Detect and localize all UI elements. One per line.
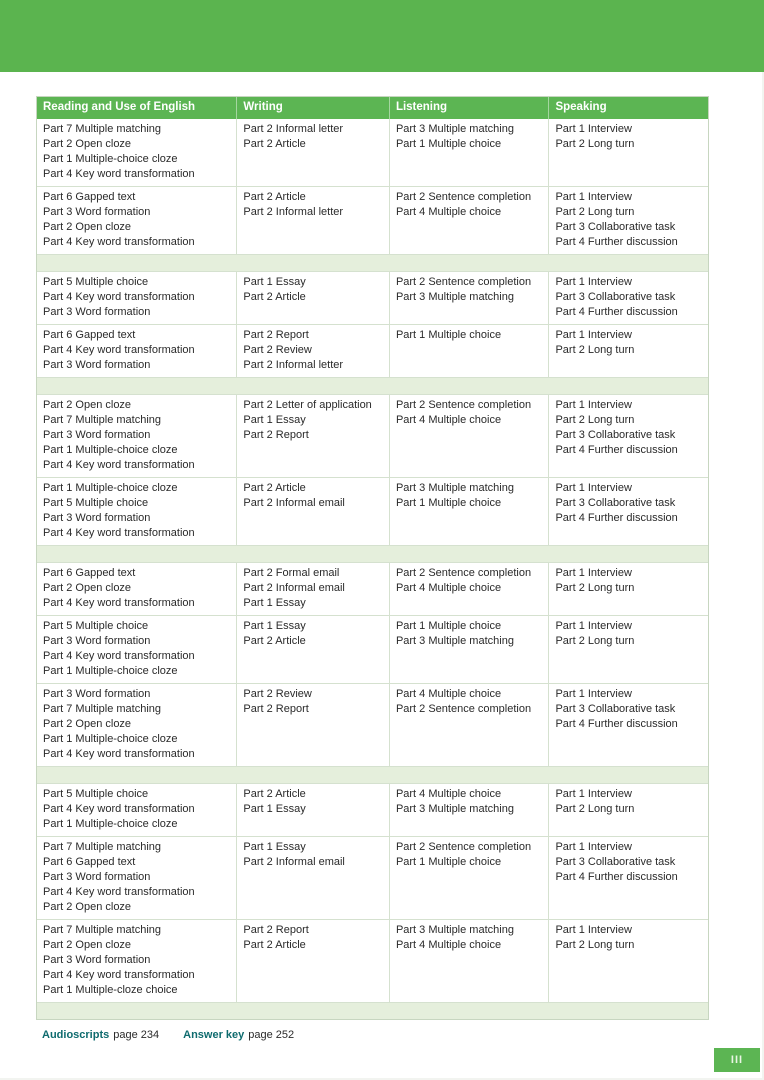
task-item: Part 3 Collaborative task [555,703,676,715]
task-item: Part 5 Multiple choice [43,788,149,800]
task-item: Part 2 Open cloze [43,221,132,233]
task-item: Part 6 Gapped text [43,329,136,341]
task-cell [37,272,237,324]
task-cell [237,119,390,186]
task-item: Part 1 Interview [555,399,632,411]
audioscripts-label: Audioscripts [42,1029,110,1041]
task-item: Part 4 Multiple choice [395,688,502,700]
task-item: Part 2 Long turn [555,803,635,815]
task-item: Part 4 Further discussion [555,236,678,248]
task-item: Part 4 Multiple choice [395,788,502,800]
top-banner [0,0,764,72]
task-cell [237,920,390,1002]
task-item: Part 2 Report [243,329,309,341]
task-cell [37,187,237,254]
task-item: Part 1 Interview [555,788,632,800]
test-row [37,186,708,254]
task-item: Part 5 Multiple choice [43,497,149,509]
task-item: Part 4 Further discussion [555,512,678,524]
task-item: Part 1 Essay [243,803,306,815]
task-cell [549,187,708,254]
test-row [37,562,708,615]
task-item: Part 1 Essay [243,620,306,632]
task-item: Part 3 Collaborative task [555,291,676,303]
task-item: Part 1 Multiple-choice cloze [43,818,178,830]
task-item: Part 3 Word formation [43,635,151,647]
task-item: Part 4 Key word transformation [43,236,195,248]
task-cell [390,478,550,545]
task-item: Part 4 Key word transformation [43,344,195,356]
task-item: Part 4 Multiple choice [395,582,502,594]
task-item: Part 7 Multiple matching [43,123,161,135]
task-cell [37,784,237,836]
task-cell [237,837,390,919]
task-cell [390,784,550,836]
test-map-table [36,96,709,1020]
page-number-badge: III [714,1048,760,1072]
task-item: Part 2 Letter of application [243,399,372,411]
task-cell [237,478,390,545]
task-item: Part 1 Essay [243,276,306,288]
task-item: Part 1 Multiple choice [395,138,502,150]
task-cell [549,272,708,324]
task-item: Part 2 Article [243,291,306,303]
task-cell [37,119,237,186]
test-row [37,271,708,324]
task-item: Part 1 Essay [243,414,306,426]
task-item: Part 4 Multiple choice [395,414,502,426]
task-cell [237,187,390,254]
test-row [37,836,708,919]
task-item: Part 4 Key word transformation [43,969,195,981]
task-cell [237,325,390,377]
task-item: Part 3 Word formation [43,512,151,524]
footer [42,1029,294,1041]
task-item: Part 2 Report [243,924,309,936]
task-item: Part 1 Multiple-choice cloze [43,153,178,165]
task-cell [549,395,708,477]
task-cell [37,395,237,477]
task-item: Part 3 Word formation [43,306,151,318]
task-item: Part 2 Sentence completion [395,191,532,203]
task-item: Part 2 Informal email [243,497,345,509]
test-row [37,615,708,683]
task-item: Part 4 Key word transformation [43,527,195,539]
task-cell [237,784,390,836]
task-cell [390,395,550,477]
task-item: Part 6 Gapped text [43,191,136,203]
task-cell [549,563,708,615]
task-item: Part 1 Interview [555,123,632,135]
task-item: Part 1 Interview [555,482,632,494]
group-divider [37,377,708,394]
task-item: Part 2 Article [243,788,306,800]
task-item: Part 2 Long turn [555,138,635,150]
footer-audioscripts [42,1029,159,1041]
footer-answer-key [183,1029,294,1041]
task-item: Part 1 Multiple-choice cloze [43,665,178,677]
task-item: Part 2 Article [243,482,306,494]
column-header-listening: Listening [390,97,550,119]
task-cell [549,119,708,186]
task-item: Part 2 Open cloze [43,582,132,594]
task-cell [37,563,237,615]
task-item: Part 4 Key word transformation [43,650,195,662]
task-item: Part 3 Multiple matching [395,123,514,135]
task-item: Part 3 Multiple matching [395,803,514,815]
task-cell [549,684,708,766]
column-header-speaking: Speaking [555,101,607,113]
task-cell [390,616,550,683]
task-item: Part 4 Further discussion [555,718,678,730]
task-item: Part 3 Word formation [43,206,151,218]
task-item: Part 3 Multiple matching [395,924,514,936]
task-item: Part 1 Essay [243,841,306,853]
task-cell [237,395,390,477]
group-divider [37,545,708,562]
task-item: Part 2 Article [243,191,306,203]
task-item: Part 1 Interview [555,841,632,853]
task-item: Part 3 Word formation [43,688,151,700]
test-row [37,683,708,766]
table-header-row [37,97,708,119]
task-item: Part 4 Multiple choice [395,206,502,218]
answer-key-page: page 252 [248,1029,295,1041]
task-item: Part 1 Multiple choice [395,329,502,341]
task-item: Part 4 Key word transformation [43,597,195,609]
task-item: Part 2 Informal email [243,582,345,594]
task-item: Part 2 Article [243,939,306,951]
task-item: Part 1 Interview [555,276,632,288]
task-item: Part 2 Long turn [555,939,635,951]
task-item: Part 1 Interview [555,620,632,632]
task-cell [390,272,550,324]
task-item: Part 4 Key word transformation [43,748,195,760]
task-cell [549,837,708,919]
task-item: Part 3 Collaborative task [555,221,676,233]
task-item: Part 1 Multiple-choice cloze [43,482,178,494]
task-item: Part 3 Multiple matching [395,291,514,303]
task-item: Part 4 Key word transformation [43,459,195,471]
group-divider [37,254,708,271]
task-item: Part 2 Informal letter [243,359,344,371]
task-item: Part 4 Further discussion [555,306,678,318]
task-item: Part 2 Informal letter [243,206,344,218]
task-item: Part 2 Sentence completion [395,703,532,715]
task-item: Part 1 Essay [243,597,306,609]
task-cell [390,119,550,186]
task-cell [237,616,390,683]
task-item: Part 1 Multiple choice [395,497,502,509]
task-item: Part 3 Word formation [43,871,151,883]
task-cell [390,837,550,919]
task-item: Part 3 Collaborative task [555,429,676,441]
test-row [37,783,708,836]
task-item: Part 1 Multiple-choice cloze [43,733,178,745]
task-item: Part 2 Article [243,138,306,150]
task-item: Part 2 Report [243,703,309,715]
task-item: Part 2 Long turn [555,414,635,426]
test-row [37,394,708,477]
task-cell [390,563,550,615]
task-item: Part 4 Further discussion [555,871,678,883]
task-cell [237,272,390,324]
test-row [37,324,708,377]
task-item: Part 2 Informal letter [243,123,344,135]
task-cell [549,616,708,683]
task-item: Part 2 Open cloze [43,718,132,730]
task-cell [549,784,708,836]
task-item: Part 1 Interview [555,567,632,579]
task-item: Part 2 Sentence completion [395,276,532,288]
task-item: Part 4 Key word transformation [43,291,195,303]
task-cell [549,920,708,1002]
task-item: Part 2 Open cloze [43,138,132,150]
task-item: Part 1 Multiple choice [395,620,502,632]
task-item: Part 2 Long turn [555,635,635,647]
task-cell [390,325,550,377]
answer-key-label: Answer key [183,1029,245,1041]
task-item: Part 7 Multiple matching [43,924,161,936]
task-item: Part 4 Multiple choice [395,939,502,951]
task-item: Part 5 Multiple choice [43,276,149,288]
task-item: Part 6 Gapped text [43,567,136,579]
group-divider [37,1002,708,1019]
task-item: Part 2 Article [243,635,306,647]
task-item: Part 7 Multiple matching [43,703,161,715]
task-item: Part 6 Gapped text [43,856,136,868]
task-item: Part 2 Long turn [555,582,635,594]
task-cell [390,187,550,254]
task-cell [37,684,237,766]
task-item: Part 3 Multiple matching [395,635,514,647]
task-cell [390,920,550,1002]
test-row [37,919,708,1002]
task-cell [390,684,550,766]
task-item: Part 1 Interview [555,688,632,700]
task-item: Part 1 Interview [555,329,632,341]
task-item: Part 7 Multiple matching [43,414,161,426]
task-item: Part 2 Review [243,344,312,356]
task-item: Part 2 Open cloze [43,399,132,411]
task-item: Part 2 Report [243,429,309,441]
task-cell [37,920,237,1002]
audioscripts-page: page 234 [113,1029,160,1041]
task-item: Part 2 Sentence completion [395,399,532,411]
task-item: Part 4 Further discussion [555,444,678,456]
task-item: Part 2 Sentence completion [395,567,532,579]
task-item: Part 1 Multiple-cloze choice [43,984,178,996]
task-item: Part 3 Collaborative task [555,497,676,509]
task-item: Part 5 Multiple choice [43,620,149,632]
task-item: Part 1 Multiple choice [395,856,502,868]
column-header-reading-and-use-of-english: Reading and Use of English [37,97,237,119]
task-cell [37,478,237,545]
task-item: Part 4 Key word transformation [43,168,195,180]
test-row [37,119,708,186]
test-row [37,477,708,545]
column-header-writing: Writing [237,97,390,119]
task-item: Part 1 Interview [555,191,632,203]
task-cell [37,616,237,683]
task-item: Part 4 Key word transformation [43,886,195,898]
task-item: Part 2 Open cloze [43,901,132,913]
task-cell [549,325,708,377]
task-cell [37,325,237,377]
task-item: Part 3 Multiple matching [395,482,514,494]
task-item: Part 3 Word formation [43,429,151,441]
task-item: Part 1 Interview [555,924,632,936]
task-cell [237,684,390,766]
task-item: Part 2 Long turn [555,344,635,356]
group-divider [37,766,708,783]
task-cell [37,837,237,919]
task-item: Part 2 Formal email [243,567,340,579]
task-item: Part 3 Word formation [43,359,151,371]
task-item: Part 2 Sentence completion [395,841,532,853]
task-item: Part 3 Word formation [43,954,151,966]
task-item: Part 2 Open cloze [43,939,132,951]
task-item: Part 3 Collaborative task [555,856,676,868]
task-cell [549,478,708,545]
task-item: Part 2 Long turn [555,206,635,218]
task-item: Part 1 Multiple-choice cloze [43,444,178,456]
task-item: Part 2 Review [243,688,312,700]
task-cell [237,563,390,615]
task-item: Part 4 Key word transformation [43,803,195,815]
task-item: Part 7 Multiple matching [43,841,161,853]
task-item: Part 2 Informal email [243,856,345,868]
